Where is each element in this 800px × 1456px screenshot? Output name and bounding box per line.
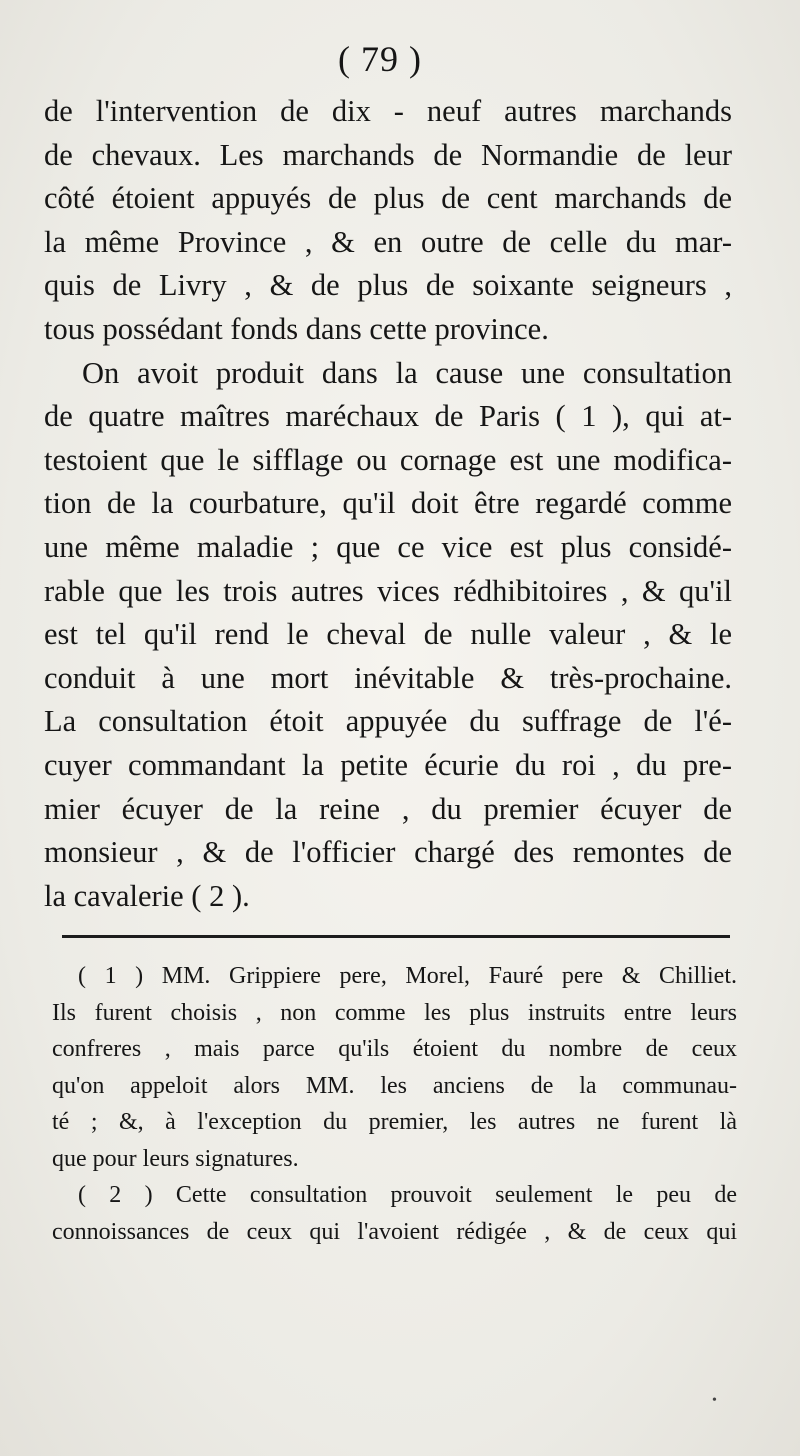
text-line: tous possédant fonds dans cette province. — [44, 311, 549, 346]
footnote-divider — [62, 935, 730, 938]
printer-mark: • — [712, 1393, 717, 1408]
footnote-line: qu'on appeloit alors MM. les anciens de la communau- — [52, 1072, 737, 1099]
text-line: cuyer commandant la petite écurie du roi , du pre- — [44, 747, 732, 782]
footnotes — [52, 958, 737, 1250]
text-line: La consultation étoit appuyée du suffrage de l'é- — [44, 704, 732, 739]
footnote-line: que pour leurs signatures. — [52, 1145, 299, 1172]
text-line: monsieur , & de l'officier chargé des remontes de — [44, 835, 732, 870]
footnote-line: Ils furent choisis , non comme les plus instruits entre leurs — [52, 999, 737, 1026]
text-line: testoient que le sifflage ou cornage est une modifica- — [44, 442, 732, 477]
text-line: mier écuyer de la reine , du premier écuyer de — [44, 791, 732, 826]
text-line: tion de la courbature, qu'il doit être regardé comme — [44, 486, 732, 521]
text-line: conduit à une mort inévitable & très-prochaine. — [44, 660, 732, 695]
text-line: de l'intervention de dix - neuf autres marchands — [44, 94, 732, 128]
footnote-line: ( 2 ) Cette consultation prouvoit seulement le peu de — [78, 1182, 737, 1208]
text-line: de quatre maîtres maréchaux de Paris ( 1 ), qui at- — [44, 399, 732, 434]
text-line: la même Province , & en outre de celle du mar- — [44, 224, 732, 259]
page-number: ( 79 ) — [338, 39, 422, 79]
main-text — [44, 90, 732, 918]
footnote-line: confreres , mais parce qu'ils étoient du nombre de ceux — [52, 1036, 737, 1062]
footnote-line: té ; &, à l'exception du premier, les autres ne furent là — [52, 1109, 737, 1135]
text-line: On avoit produit dans la cause une consultation — [82, 355, 732, 390]
text-line: côté étoient appuyés de plus de cent marchands de — [44, 181, 732, 216]
text-line: une même maladie ; que ce vice est plus considé- — [44, 529, 732, 564]
text-line: quis de Livry , & de plus de soixante seigneurs , — [44, 268, 732, 303]
footnote-line: ( 1 ) MM. Grippiere pere, Morel, Fauré pere & Chilliet. — [78, 963, 737, 989]
text-line: est tel qu'il rend le cheval de nulle valeur , & le — [44, 617, 732, 652]
text-line: de chevaux. Les marchands de Normandie de leur — [44, 137, 732, 172]
text-line: rable que les trois autres vices rédhibitoires , & qu'il — [44, 573, 732, 608]
footnote-line: connoissances de ceux qui l'avoient rédigée , & de ceux qui — [52, 1218, 737, 1245]
text-line: la cavalerie ( 2 ). — [44, 878, 250, 913]
